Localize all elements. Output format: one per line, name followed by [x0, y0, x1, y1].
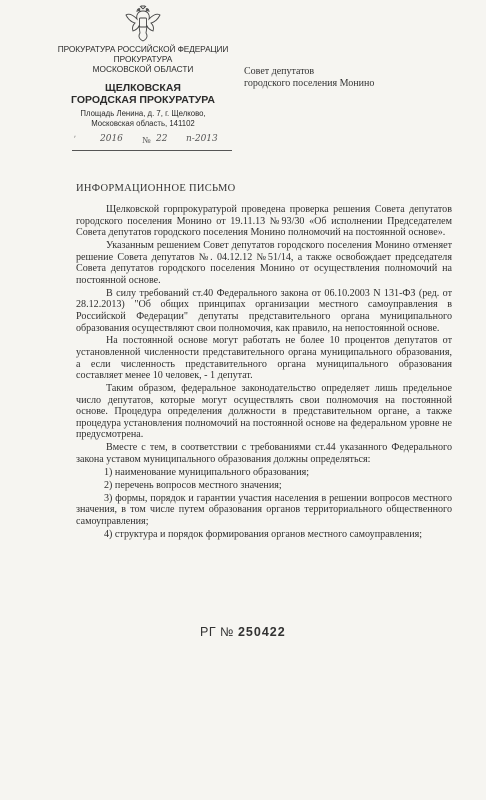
addressee-line-1: Совет депутатов — [244, 66, 315, 77]
list-item: 3) формы, порядок и гарантии участия населения в решении вопросов местного значения, в том числе путем образования органов территориального общественного самоуправления; — [76, 492, 452, 527]
registration-number-sign: № — [142, 135, 151, 145]
sender-letterhead — [40, 44, 246, 129]
letterhead-address-2: Московская область, 141102 — [91, 119, 195, 128]
form-serial-value: 250422 — [237, 625, 286, 639]
paragraph: Вместе с тем, в соответствии с требованиями ст.44 указанного Федерального закона уставом муниципального образования должны определяться: — [76, 442, 452, 465]
registration-date-handwritten: 2016 — [100, 134, 123, 144]
paragraph: Таким образом, федеральное законодательство определяет лишь предельное число депутатов, которые могут осуществлять свои полномочия на постоянной основе. Процедура определения должности в представительном органе, а также процедура установления полномочий на постоянной основе на федеральном уровне не предусмотрена. — [76, 383, 452, 441]
letterhead-org-name-2: ГОРОДСКАЯ ПРОКУРАТУРА — [71, 94, 215, 106]
list-item: 2) перечень вопросов местного значения; — [104, 479, 282, 491]
russian-coat-of-arms-emblem — [124, 3, 162, 43]
document-title: ИНФОРМАЦИОННОЕ ПИСЬМО — [76, 183, 236, 194]
registration-number-handwritten: 22 — [156, 134, 168, 144]
letterhead-org-name-1: ЩЕЛКОВСКАЯ — [105, 82, 181, 94]
addressee-line-2: городского поселения Монино — [244, 78, 375, 89]
list-item: 4) структура и порядок формирования органов местного самоуправления; — [104, 528, 423, 540]
list-item: 1) наименование муниципального образования; — [104, 466, 310, 478]
letter-body — [76, 204, 452, 542]
registration-line — [72, 134, 232, 151]
letterhead-line-1: ПРОКУРАТУРА РОССИЙСКОЙ ФЕДЕРАЦИИ — [57, 44, 229, 54]
paragraph: На постоянной основе могут работать не более 10 процентов депутатов от установленной численности представительного органа муниципального образования, а если численность представительного органа муниципального образования составляет менее 10 человек, - 1 депутат. — [76, 335, 452, 382]
paragraph: В силу требований ст.40 Федерального закона от 06.10.2003 N 131-ФЗ (ред. от 28.12.2013) "Об общих принципах организации местного самоуправления в Российской Федерации" депутаты представительного органа муниципального образования осуществляют свои полномочия, как правило, на непостоянной основе. — [76, 287, 452, 334]
registration-tick: ʹ — [74, 134, 76, 144]
paragraph: Указанным решением Совет депутатов городского поселения Монино отменяет решение Совета депутатов №. 04.12.12 №51/14, а также освобождает председателя Совета депутатов городского поселения Монино от осуществления полномочий на постоянной основе. — [76, 240, 452, 286]
letterhead-address-1: Площадь Ленина, д. 7, г. Щелково, — [80, 109, 206, 118]
addressee-block — [244, 66, 474, 90]
letterhead-line-3: МОСКОВСКОЙ ОБЛАСТИ — [92, 64, 194, 74]
paragraph: Щелковской горпрокуратурой проведена проверка решения Совета депутатов городского поселения Монино от 19.11.13 №93/30 «Об исполнении Председателем Совета депутатов городского поселения Монино полномочий на постоянной основе». — [76, 204, 452, 239]
registration-suffix-handwritten: п-2013 — [186, 134, 218, 144]
form-serial-prefix: РГ № — [200, 625, 234, 639]
letterhead-line-2: ПРОКУРАТУРА — [113, 54, 173, 64]
form-serial-number — [200, 625, 286, 639]
